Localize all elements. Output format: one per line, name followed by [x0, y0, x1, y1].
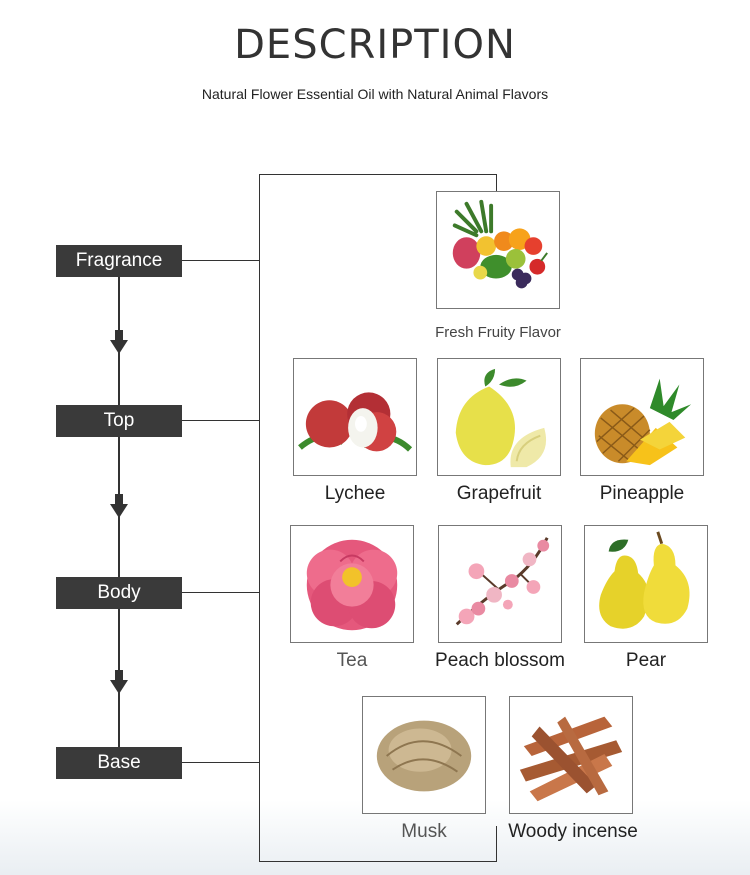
page-title: DESCRIPTION	[234, 22, 516, 68]
arrow-stem	[115, 670, 123, 680]
woody-incense-card	[509, 696, 633, 814]
connector-top	[182, 420, 260, 421]
stage-base: Base	[56, 747, 182, 779]
lychee-icon	[294, 359, 416, 475]
pear-icon	[585, 526, 707, 642]
note-label-pineapple: Pineapple	[599, 483, 685, 504]
pineapple-card	[580, 358, 704, 476]
stage-body: Body	[56, 577, 182, 609]
note-label-woody-incense: Woody incense	[508, 821, 638, 842]
grapefruit-card	[437, 358, 561, 476]
arrow-down-icon	[110, 340, 128, 354]
tea-flower-card	[290, 525, 414, 643]
pineapple-icon	[581, 359, 703, 475]
connector-body	[182, 592, 260, 593]
stage-fragrance: Fragrance	[56, 245, 182, 277]
musk-card	[362, 696, 486, 814]
connector-base	[182, 762, 260, 763]
arrow-down-icon	[110, 504, 128, 518]
note-label-peach-blossom: Peach blossom	[435, 650, 565, 671]
lychee-card	[293, 358, 417, 476]
peach-blossom-card	[438, 525, 562, 643]
fruit-basket-icon	[437, 192, 559, 308]
note-label-lychee: Lychee	[324, 483, 386, 504]
grapefruit-icon	[438, 359, 560, 475]
connector-fragrance	[182, 260, 260, 261]
note-label-fresh-fruity: Fresh Fruity Flavor	[435, 324, 561, 341]
stage-top: Top	[56, 405, 182, 437]
bracket-top-tick	[496, 174, 497, 191]
bracket-top	[259, 174, 497, 175]
note-label-tea: Tea	[336, 650, 368, 671]
note-label-pear: Pear	[625, 650, 667, 671]
pear-card	[584, 525, 708, 643]
peach-blossom-icon	[439, 526, 561, 642]
arrow-down-icon	[110, 680, 128, 694]
wood-sticks-icon	[510, 697, 632, 813]
arrow-stem	[115, 494, 123, 504]
peony-flower-icon	[291, 526, 413, 642]
musk-icon	[363, 697, 485, 813]
arrow-stem	[115, 330, 123, 340]
page-subtitle: Natural Flower Essential Oil with Natural Animal Flavors	[201, 86, 549, 102]
bracket-vertical	[259, 174, 260, 861]
bracket-bottom	[259, 861, 497, 862]
bracket-bottom-tick	[496, 826, 497, 862]
fruit-basket-card	[436, 191, 560, 309]
note-label-grapefruit: Grapefruit	[456, 483, 542, 504]
note-label-musk: Musk	[401, 821, 447, 842]
